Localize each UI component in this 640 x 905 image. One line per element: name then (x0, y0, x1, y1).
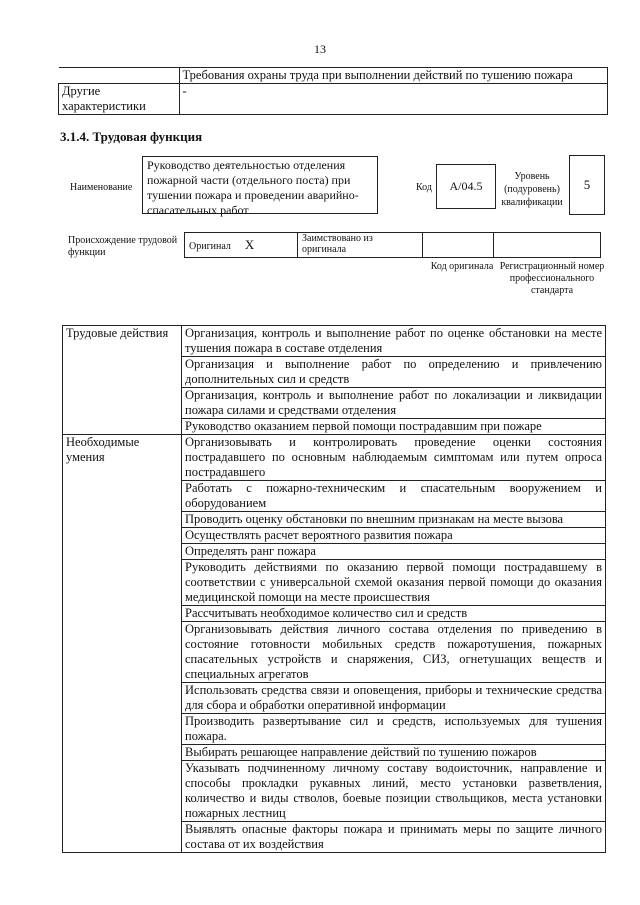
skill-item: Руководить действиями по оказанию первой помощи пострадавшему в соответствии с универсальной схемой оказания первой помощи до оказания медицинской помощи на месте происшествия (182, 560, 606, 606)
skill-item: Организовывать действия личного состава отделения по приведению в состояние готовности мобильных средств пожаротушения, пожарных спасательных устройств и снаряжения, СИЗ, огнетушащих веществ и специальных агрегатов (182, 622, 606, 683)
labor-action-item: Организация и выполнение работ по определению и привлечению дополнительных сил и средств (182, 357, 606, 388)
qualification-level-label: Уровень (подуровень) квалификации (501, 171, 563, 208)
registration-number-cell (494, 233, 601, 258)
section-heading: 3.1.4. Трудовая функция (60, 129, 203, 144)
original-label: Оригинал (189, 240, 231, 252)
registration-number-caption: Регистрационный номер профессионального стандарта (499, 261, 605, 296)
function-code: A/04.5 (436, 164, 496, 209)
table-row (59, 84, 608, 115)
labor-action-item: Организация, контроль и выполнение работ по локализации и ликвидации пожара силами и средствами отделения (182, 388, 606, 419)
labor-action-item: Организация, контроль и выполнение работ по оценке обстановки на месте тушения пожара в составе отделения (182, 326, 606, 357)
origin-table (184, 232, 601, 258)
characteristics-table (58, 67, 608, 115)
skill-item: Производить развертывание сил и средств, используемых для тушения пожара. (182, 714, 606, 745)
required-skills-label: Необходимые умения (63, 435, 182, 853)
origin-label: Происхождение трудовой функции (68, 235, 178, 258)
original-code-caption: Код оригинала (430, 261, 494, 272)
table-row (185, 233, 601, 258)
original-mark: X (244, 236, 255, 252)
code-label: Код (416, 182, 432, 193)
page-number: 13 (314, 42, 326, 56)
skill-item: Осуществлять расчет вероятного развития пожара (182, 528, 606, 544)
table-cell: Требования охраны труда при выполнении действий по тушению пожара (179, 68, 608, 84)
labor-actions-label: Трудовые действия (63, 326, 182, 435)
qualification-level-value: 5 (569, 155, 605, 215)
original-code-cell (423, 233, 494, 258)
skill-item: Работать с пожарно-техническим и спасательным вооружением и оборудованием (182, 481, 606, 512)
table-row (63, 326, 606, 357)
original-cell (185, 233, 298, 258)
table-row (59, 68, 608, 84)
skill-item: Рассчитывать необходимое количество сил и средств (182, 606, 606, 622)
skill-item: Определять ранг пожара (182, 544, 606, 560)
skill-item: Выбирать решающее направление действий по тушению пожаров (182, 745, 606, 761)
skill-item: Выявлять опасные факторы пожара и принимать меры по защите личного состава от их воздействия (182, 822, 606, 853)
skill-item: Проводить оценку обстановки по внешним признакам на месте вызова (182, 512, 606, 528)
empty-label-cell (59, 68, 180, 84)
skill-item: Указывать подчиненному личному составу водоисточник, направление и способы прокладки рукавных линий, место установки разветвления, количество и виды стволов, боевые позиции ствольщиков, места установки пожарных лестниц (182, 761, 606, 822)
other-characteristics-label: Другие характеристики (59, 84, 180, 115)
function-name: Руководство деятельностью отделения пожарной части (отдельного поста) при тушении пожара и проведении аварийно-спасательных работ (142, 156, 378, 214)
borrowed-label: Заимствовано из оригинала (298, 233, 423, 258)
name-label: Наименование (70, 182, 133, 193)
skill-item: Организовывать и контролировать проведение оценки состояния пострадавшего по основным наблюдаемым симптомам или путем опроса пострадавшего (182, 435, 606, 481)
labor-function-table (62, 325, 606, 853)
skill-item: Использовать средства связи и оповещения, приборы и технические средства для сбора и обработки оперативной информации (182, 683, 606, 714)
labor-action-item: Руководство оказанием первой помощи пострадавшим при пожаре (182, 419, 606, 435)
table-cell: - (179, 84, 608, 115)
table-row (63, 435, 606, 481)
